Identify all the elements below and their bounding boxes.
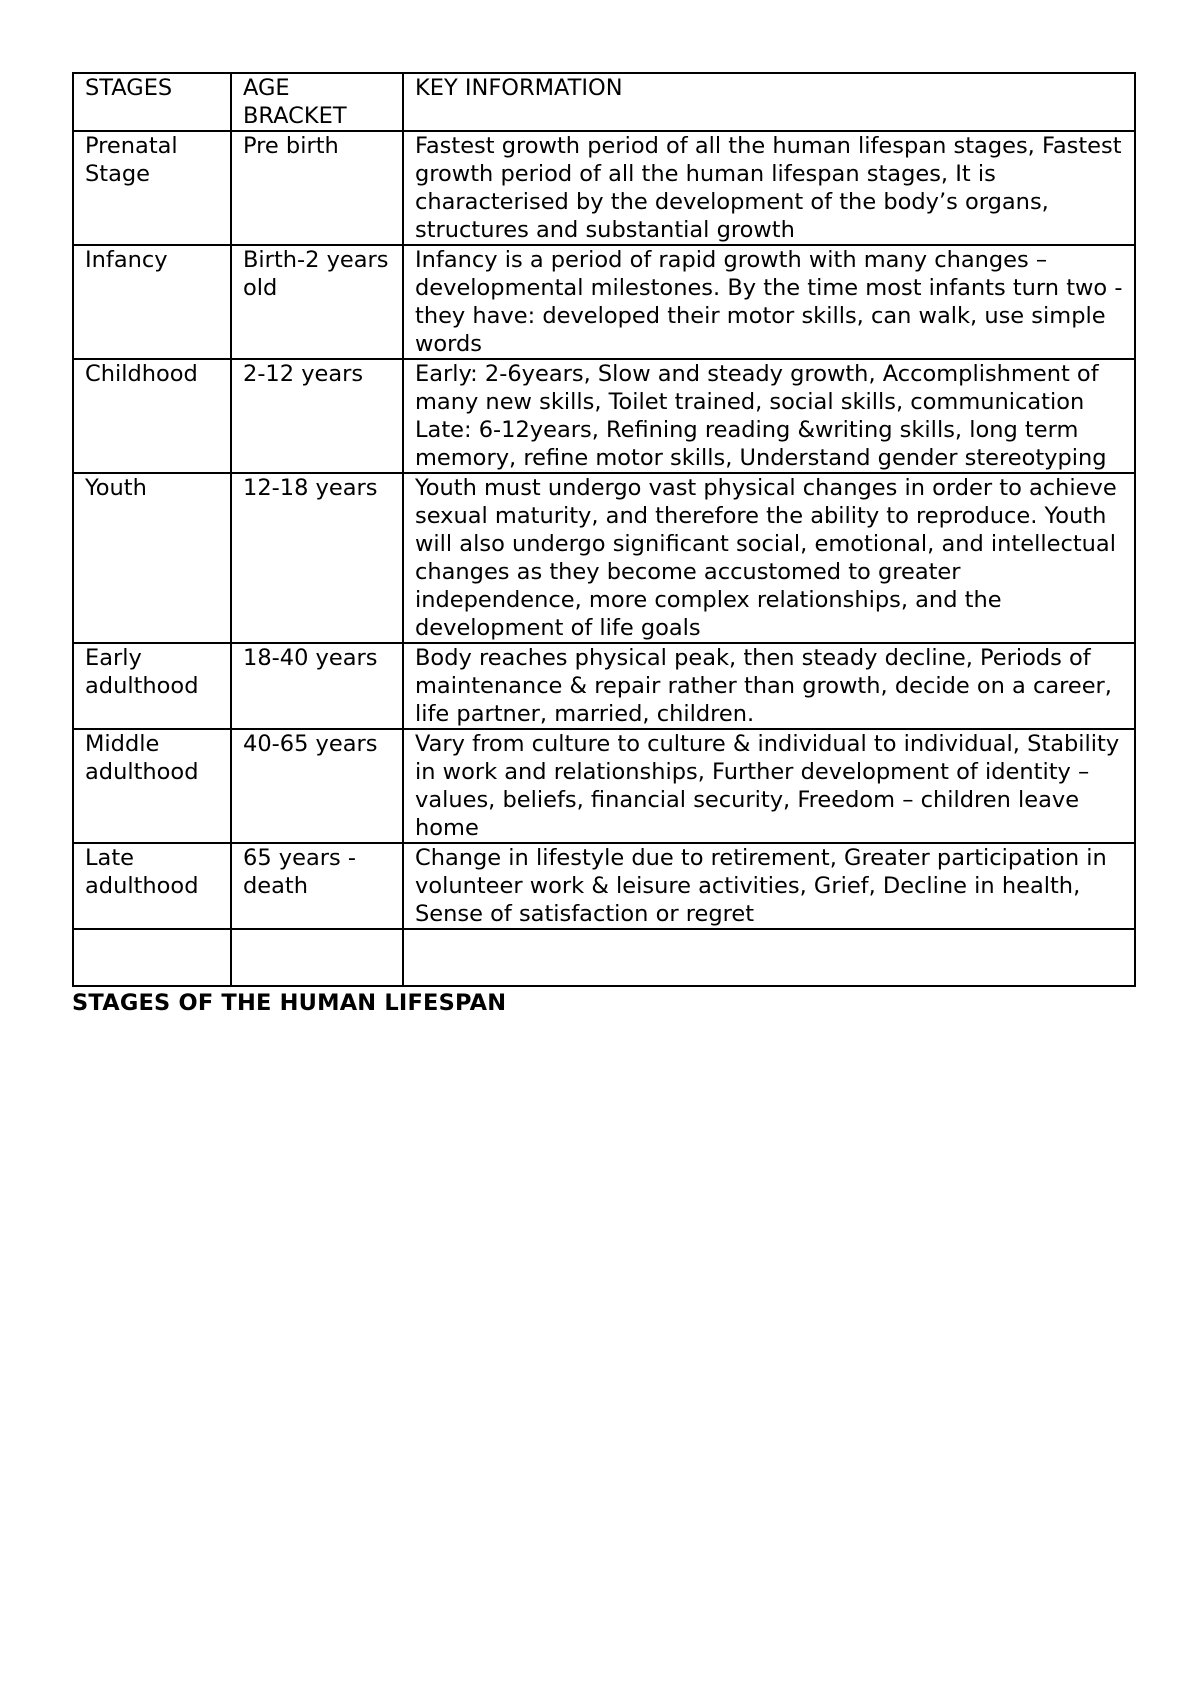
info-cell: Early: 2-6years, Slow and steady growth, Accomplishment of many new skills, Toilet trained, social skills, communication Late: 6-12years, Refining reading &writing skills, long term memory, refine motor skills, Understand gender stereotyping xyxy=(403,359,1135,473)
stage-cell: Middle adulthood xyxy=(73,729,231,843)
document-page xyxy=(72,72,1134,1017)
age-cell: Birth-2 years old xyxy=(231,245,403,359)
table-row xyxy=(73,359,1135,473)
header-key-information: KEY INFORMATION xyxy=(403,73,1135,131)
header-age-bracket: AGE BRACKET xyxy=(231,73,403,131)
stage-cell: Prenatal Stage xyxy=(73,131,231,245)
table-row xyxy=(73,473,1135,643)
info-cell: Fastest growth period of all the human lifespan stages, Fastest growth period of all the human lifespan stages, It is characterised by the development of the body’s organs, structures and substantial growth xyxy=(403,131,1135,245)
empty-cell xyxy=(403,929,1135,986)
header-stages: STAGES xyxy=(73,73,231,131)
table-row xyxy=(73,643,1135,729)
table-header-row xyxy=(73,73,1135,131)
empty-cell xyxy=(73,929,231,986)
age-cell: 2-12 years xyxy=(231,359,403,473)
table-row xyxy=(73,843,1135,929)
stage-cell: Infancy xyxy=(73,245,231,359)
table-caption: STAGES OF THE HUMAN LIFESPAN xyxy=(72,990,507,1016)
stage-cell: Late adulthood xyxy=(73,843,231,929)
table-row xyxy=(73,729,1135,843)
table-row xyxy=(73,131,1135,245)
age-cell: Pre birth xyxy=(231,131,403,245)
age-cell: 18-40 years xyxy=(231,643,403,729)
stage-cell: Youth xyxy=(73,473,231,643)
age-cell: 12-18 years xyxy=(231,473,403,643)
lifespan-table xyxy=(72,72,1136,987)
stage-cell: Early adulthood xyxy=(73,643,231,729)
age-cell: 40-65 years xyxy=(231,729,403,843)
age-cell: 65 years - death xyxy=(231,843,403,929)
info-cell: Change in lifestyle due to retirement, Greater participation in volunteer work & leisure activities, Grief, Decline in health, Sense of satisfaction or regret xyxy=(403,843,1135,929)
info-cell: Body reaches physical peak, then steady decline, Periods of maintenance & repair rather than growth, decide on a career, life partner, married, children. xyxy=(403,643,1135,729)
info-cell: Vary from culture to culture & individual to individual, Stability in work and relationships, Further development of identity – values, beliefs, financial security, Freedom – children leave home xyxy=(403,729,1135,843)
stage-cell: Childhood xyxy=(73,359,231,473)
table-row xyxy=(73,245,1135,359)
info-cell: Infancy is a period of rapid growth with many changes – developmental milestones. By the time most infants turn two - they have: developed their motor skills, can walk, use simple words xyxy=(403,245,1135,359)
info-cell: Youth must undergo vast physical changes in order to achieve sexual maturity, and therefore the ability to reproduce. Youth will also undergo significant social, emotional, and intellectual changes as they become accustomed to greater independence, more complex relationships, and the development of life goals xyxy=(403,473,1135,643)
empty-cell xyxy=(231,929,403,986)
empty-table-row xyxy=(73,929,1135,986)
